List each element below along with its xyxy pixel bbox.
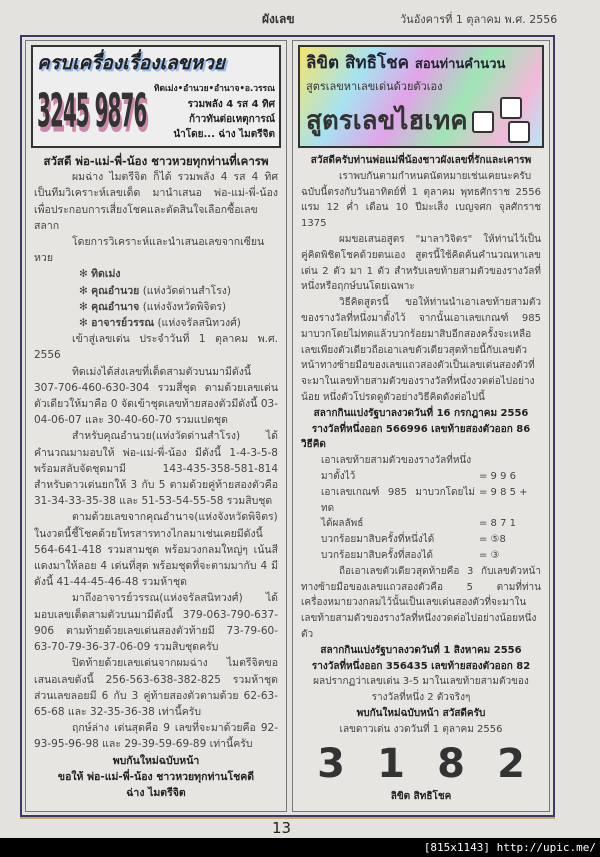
paragraph: วิธีคิดสูตรนี้ ขอให้ท่านนำเอาเลขท้ายสามตัวของรางวัลที่หนึ่งมาตั้งไว้ จากนั้นเอาเลขเกณฑ์ 985 มาบวกโดยไม่ทดแล้วบวกร้อยมาสิบอีกสองครั้งจะเหลือเลขเพียงตัวเดียวถือเอาเลขตัวเดียวสุดท้ายนี้กับเลขตัวหน้าทางซ้ายมือของเลขแถวสองตัวเป็นเลขเด่นสองตัวที่จะมาในเลขท้ายสามตัวของรางวัลที่หนึ่งงวดต่อไปอย่างน้อย หนึ่งตัวโปรดดูตัวอย่างวิธีคิดดังต่อไปนี้ — [301, 297, 541, 403]
greeting: สวัสดี พ่อ-แม่-พี่-น้อง ชาวหวยทุกท่านที่เคารพ — [43, 154, 269, 168]
right-column — [292, 40, 550, 812]
paragraph: ผมฉ่าง ไมตรีจิต ก็ได้ รวมพลัง 4 รส 4 ทิศ เป็นทีมวิเคราะห์เลขเด็ด มานำเสนอ พ่อ-แม่-พี่-น้อง เพื่อประกอบการเสี่ยงโชคและตัดสินใจเลือกซื้อเลขสลาก — [34, 171, 278, 232]
left-banner-lines — [143, 82, 275, 142]
method-label: วิธีคิด — [301, 439, 326, 451]
left-article — [34, 153, 278, 807]
paragraph: ถือเอาเลขตัวเดียวสุดท้ายคือ 3 กับเลขตัวหน้าทางซ้ายมือของเลขแถวสองตัวคือ 5 ตามที่ท่านเครื่องหมายวงกลมไว้นั้นเป็นเลขเด่นสองตัวที่จะมาในเลขท้ายสามตัวของรางวัลที่หนึ่งงวดต่อไปอย่างน้อยหนึ่งตัว — [301, 565, 541, 640]
right-banner-subtitle: สูตรเลขหาเลขเด่นด้วยตัวเอง — [306, 80, 443, 93]
article-frame — [20, 35, 555, 817]
left-column — [25, 40, 287, 812]
banner-line: ก้าวทันต่อเหตุการณ์ — [188, 114, 275, 125]
closing: พบกันใหม่ฉบับหน้า สวัสดีครับ — [356, 707, 486, 719]
closing: ขอให้ พ่อ-แม่-พี่-น้อง ชาวหวยทุกท่านโชคดี — [57, 770, 255, 783]
lucky-label: เลขดาวเด่น งวดวันที่ 1 ตุลาคม 2556 — [339, 723, 503, 735]
author-signature: ลิขิต สิทธิโชค — [390, 791, 452, 803]
list-item: ✻ คุณอำนวย (แห่งวัดด่านสำโรง) — [79, 284, 232, 297]
paragraph: ผลปรากฏว่าเลขเด่น 3-5 มาในเลขท้ายสามตัวของรางวัลที่หนึ่ง 2 ตัวจริงๆ — [313, 676, 529, 704]
right-banner-title: ลิขิต สิทธิโชค สอนท่านคำนวน — [306, 53, 506, 73]
paragraph: ตามด้วยเลขจากคุณอำนาจ(แห่งจังหวัดพิจิตร) ในงวดนี้ชี้โชคด้วยโทรสารทางไกลมาเช่นเคยมีดังนี้ 564-641-418 รวมสามชุด พร้อมวงกลมใหญ่ๆ เน้นสีแดงมาให้ลอย 4 เด่นที่สุด พร้อมชุดที่จะตามมากับ 4 มีดังนี้ 41-44-45-46-48 รวมห้าชุด — [34, 511, 278, 589]
paragraph: ฤกษ์ล่าง เด่นสุดคือ 9 เลขที่จะมาด้วยคือ 92-93-95-96-98 และ 29-39-59-69-89 เท่านี้ครับ — [34, 722, 278, 751]
paragraph: เข้าสู่เลขเด่น ประจำวันที่ 1 ตุลาคม พ.ศ. 2556 — [34, 333, 278, 362]
asterisk-icon: ✻ — [79, 317, 92, 330]
dice-icon — [472, 97, 532, 145]
page-number: 13 — [272, 819, 292, 837]
paragraph: มาถึงอาจารย์วรรณ(แห่งจรัลสนิทวงศ์) ได้มอบเลขเด็ดสามตัวบนมามีดังนี้ 379-063-790-637-906 ตามท้ายด้วยเลขเด่นสองตัวท้ายมี 73-79-60-63-70-79-36-37-06-09 รวมสิบชุดครับ — [34, 592, 278, 654]
left-banner — [31, 45, 281, 148]
greeting: สวัสดีครับท่านพ่อแม่พี่น้องชาวผังเลขที่รักและเคารพ — [310, 155, 532, 166]
column-name: ผังเลข — [262, 12, 295, 26]
example-heading: สลากกินแบ่งรัฐบาลงวดวันที่ 1 สิงหาคม 2556 — [320, 644, 522, 656]
paragraph: สำหรับคุณอำนวย(แห่งวัดด่านสำโรง) ได้คำนวณมามอบให้ พ่อ-แม่-พี่-น้อง มีดังนี้ 1-4-3-5-8 พร้อมสลับจัดชุดมามี 143-435-358-581-814 สำหรับดาวเด่นยกให้ 3 กับ 5 ตามด้วยคู่ท้ายสองตัวคือ 31-34-33-35-38 และ 51-53-54-55-58 รวมสิบชุด — [34, 430, 278, 508]
lucky-digit: 3 — [317, 741, 345, 788]
right-article — [301, 153, 541, 807]
paragraph: เราพบกันตามกำหนดนัดหมายเช่นเคยนะครับ ฉบับนี้ตรงกับวันอาทิตย์ที่ 1 ตุลาคม พุทธศักราช 2556 แรม 12 ค่ำ เดือน 10 ปีมะเส็ง เบญจศก จุลศักราช 1375 — [301, 170, 541, 230]
paragraph: โดยการวิเคราะห์และนำเสนอเลขจากเซียนหวย — [34, 236, 265, 265]
paragraph: ทิดเม่งได้ส่งเลขที่เด็ดสามตัวบนมามีดังนี้ 307-706-460-630-304 รวมสี่ชุด ตามด้วยเลขเด่นตัวเดียวให้มาคือ 0 จัดเข้าชุดเลขท้ายสองตัวมีดังนี้ 03-04-06-07 และ 30-40-60-70 รวมแปดชุด — [34, 365, 278, 427]
asterisk-icon: ✻ — [79, 300, 92, 313]
paragraph: ผมขอเสนอสูตร "มาลาวิจิตร" ให้ท่านไว้เป็นคู่คิดพิชิตโชคด้วยตนเอง สูตรนี้ใช้คิดค้นคำนวณหาเลขเด่น 2 ตัว มา 1 ตัว สำหรับเลขท้ายสามตัวของรางวัลที่หนึ่งหรือฤกษ์บนโดยเฉพาะ — [301, 233, 541, 293]
issue-date: วันอังคารที่ 1 ตุลาคม พ.ศ. 2556 — [400, 13, 558, 26]
list-item: ✻ ทิดเม่ง — [79, 268, 121, 281]
lucky-digit: 8 — [437, 741, 465, 788]
paragraph: ปิดท้ายด้วยเลขเด่นจากผมฉ่าง ไมตรีจิตขอเสนอเลขดังนี้ 256-563-638-382-825 รวมห้าชุด ส่วนเลขลอยมี 6 กับ 3 คู่ท้ายสองตัวตามด้วย 62-63-65-68 และ 32-35-36-38 เท่านี้ครับ — [34, 657, 278, 718]
closing: พบกันใหม่ฉบับหน้า — [112, 754, 200, 767]
right-banner-headline: สูตรเลขไฮเทค — [306, 106, 468, 136]
left-banner-title: ครบเครื่องเรื่องเลขหวย — [37, 52, 225, 74]
right-banner — [298, 45, 544, 148]
calculation: เอาเลขท้ายสามตัวของรางวัลที่หนึ่ง มาตั้งไว้ = 9 9 6 เอาเลขเกณฑ์ 985 มาบวกโดยไม่ทด = 9 8 5 + ได้ผลลัพธ์ = 8 7 1 บวกร้อยมาสิบครั้งที่หนึ่งได้ = ⑤8 บวกร้อยมาสิบครั้งที่สองได้ = ③ — [321, 455, 528, 561]
list-item: ✻ อาจารย์วรรณ (แห่งจรัลสนิทวงศ์) — [79, 317, 241, 330]
watermark: [815x1143] http://upic.me/ — [423, 841, 596, 854]
example-heading: สลากกินแบ่งรัฐบาลงวดวันที่ 16 กรกฎาคม 2556 — [313, 407, 529, 419]
banner-line: ทิดเม่ง•อำนวย•อำนาจ•อ.วรรณ — [153, 84, 275, 94]
asterisk-icon: ✻ — [79, 268, 92, 281]
example-heading: รางวัลที่หนึ่งออก 566996 เลขท้ายสองตัวออก 86 — [311, 423, 531, 435]
lucky-numbers — [301, 741, 541, 787]
banner-line: นำโดย... ฉ่าง ไมตรีจิต — [173, 129, 275, 140]
list-item: ✻ คุณอำนาจ (แห่งจังหวัดพิจิตร) — [79, 300, 227, 313]
left-banner-numbers: 3245 9876 — [37, 83, 147, 139]
banner-line: รวมพลัง 4 รส 4 ทิศ — [187, 99, 275, 110]
asterisk-icon: ✻ — [79, 284, 92, 297]
author-signature: ฉ่าง ไมตรีจิต — [126, 786, 186, 799]
example-heading: รางวัลที่หนึ่งออก 356435 เลขท้ายสองตัวออก 82 — [311, 660, 531, 672]
lucky-digit: 2 — [497, 741, 525, 788]
lucky-digit: 1 — [377, 741, 405, 788]
